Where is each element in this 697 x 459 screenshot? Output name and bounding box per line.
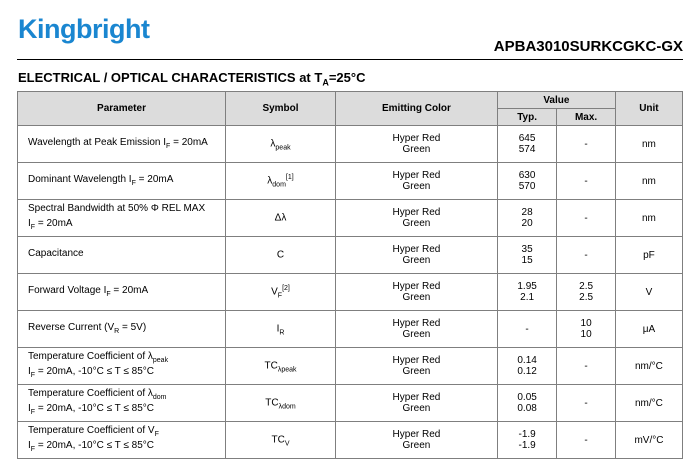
max-cell <box>557 200 616 237</box>
table-row <box>18 348 683 385</box>
parameter-text: Temperature Coefficient of λ <box>28 351 153 362</box>
parameter-line-1 <box>28 137 224 152</box>
characteristics-table <box>17 91 683 459</box>
emitting-color-cell <box>335 311 497 348</box>
header-unit: Unit <box>615 92 682 126</box>
section-title <box>18 70 365 88</box>
typ-value-2: 0.08 <box>517 403 537 414</box>
typ-value-2: -1.9 <box>518 440 536 451</box>
parameter-text: Temperature Coefficient of λ <box>28 388 153 399</box>
symbol-sub: λdom <box>278 403 296 411</box>
max-value-1: - <box>584 249 588 261</box>
symbol-text: C <box>276 249 285 261</box>
typ-cell <box>497 237 556 274</box>
color-green: Green <box>402 366 431 377</box>
max-value-1: 2.5 <box>579 281 594 292</box>
parameter-text-2: I <box>28 440 31 451</box>
parameter-line-1 <box>28 351 224 366</box>
symbol-cell <box>226 237 336 274</box>
part-number: APBA3010SURKCGKC-GX <box>493 38 683 55</box>
symbol-sub: F <box>277 292 283 300</box>
parameter-sub: F <box>154 431 159 438</box>
parameter-sub: R <box>114 327 120 335</box>
parameter-line-2 <box>28 218 224 233</box>
unit-cell: nm/°C <box>615 348 682 385</box>
section-title-sub: A <box>322 77 329 88</box>
parameter-line-1 <box>28 425 224 440</box>
max-cell <box>557 385 616 422</box>
typ-cell <box>497 385 556 422</box>
symbol-sub: R <box>279 329 285 337</box>
parameter-text-2: I <box>28 218 31 229</box>
unit-cell: μA <box>615 311 682 348</box>
parameter-tail-2: = 20mA, -10°C ≤ T ≤ 85°C <box>35 403 154 414</box>
header-symbol: Symbol <box>226 92 336 126</box>
parameter-sub-2: F <box>30 224 36 231</box>
symbol-text: λ <box>270 138 276 150</box>
parameter-line-2 <box>28 366 224 381</box>
parameter-cell <box>18 348 226 385</box>
parameter-tail-2: = 20mA, -10°C ≤ T ≤ 85°C <box>35 440 154 451</box>
color-hyper-red: Hyper Red <box>392 207 441 218</box>
parameter-text: Reverse Current (V <box>28 321 115 333</box>
parameter-tail: = 20mA <box>170 136 208 148</box>
table-row <box>18 311 683 348</box>
color-hyper-red: Hyper Red <box>392 170 441 181</box>
max-value-1: - <box>584 360 588 372</box>
unit-cell: nm <box>615 126 682 163</box>
color-hyper-red: Hyper Red <box>392 355 441 366</box>
max-value-1: 10 <box>580 318 592 329</box>
header-divider <box>17 59 683 60</box>
typ-cell <box>497 163 556 200</box>
parameter-line-2 <box>28 440 224 455</box>
typ-value-1: 630 <box>518 170 536 181</box>
symbol-sub: dom <box>272 181 286 189</box>
typ-cell <box>497 311 556 348</box>
max-value-2: 10 <box>580 329 592 340</box>
table-row <box>18 126 683 163</box>
color-hyper-red: Hyper Red <box>392 244 441 255</box>
symbol-text: TC <box>265 397 279 409</box>
typ-value-2: 0.12 <box>517 366 537 377</box>
unit-cell: pF <box>615 237 682 274</box>
unit-cell: mV/°C <box>615 422 682 459</box>
unit-cell: V <box>615 274 682 311</box>
symbol-cell <box>226 422 336 459</box>
parameter-text: Temperature Coefficient of V <box>28 425 155 436</box>
parameter-sub: F <box>131 179 136 187</box>
parameter-tail-2: = 20mA <box>35 218 73 229</box>
color-green: Green <box>402 329 431 340</box>
parameter-line-2 <box>28 403 224 418</box>
symbol-cell <box>226 348 336 385</box>
parameter-sub: F <box>166 142 171 150</box>
max-value-1: - <box>584 212 588 224</box>
color-green: Green <box>402 144 431 155</box>
header-value: Value <box>497 92 615 109</box>
parameter-sub-2: F <box>30 372 36 379</box>
typ-value-1: 35 <box>521 244 533 255</box>
symbol-cell <box>226 274 336 311</box>
parameter-cell <box>18 274 226 311</box>
symbol-text: V <box>271 286 278 298</box>
max-cell <box>557 348 616 385</box>
table-row <box>18 422 683 459</box>
typ-cell <box>497 348 556 385</box>
parameter-text: Dominant Wavelength I <box>28 173 132 185</box>
symbol-cell <box>226 126 336 163</box>
parameter-text: Capacitance <box>28 247 84 259</box>
typ-value-1: 645 <box>518 133 536 144</box>
typ-value-1: 28 <box>521 207 533 218</box>
header-max: Max. <box>557 109 616 126</box>
color-green: Green <box>402 255 431 266</box>
parameter-cell <box>18 237 226 274</box>
max-cell <box>557 163 616 200</box>
typ-cell <box>497 126 556 163</box>
parameter-cell <box>18 422 226 459</box>
parameter-cell <box>18 163 226 200</box>
section-title-suffix: =25°C <box>328 70 366 85</box>
parameter-text-2: I <box>28 403 31 414</box>
color-green: Green <box>402 440 431 451</box>
max-cell <box>557 274 616 311</box>
max-cell <box>557 311 616 348</box>
section-title-prefix: ELECTRICAL / OPTICAL CHARACTERISTICS at T <box>18 70 323 85</box>
symbol-note: [2] <box>282 284 290 292</box>
parameter-cell <box>18 126 226 163</box>
parameter-text-2: I <box>28 366 31 377</box>
max-cell <box>557 237 616 274</box>
table-row <box>18 163 683 200</box>
table-body <box>18 126 683 459</box>
unit-cell: nm <box>615 163 682 200</box>
max-value-2: 2.5 <box>579 292 594 303</box>
parameter-text: Forward Voltage I <box>28 284 107 296</box>
typ-value-2: 15 <box>521 255 533 266</box>
color-hyper-red: Hyper Red <box>392 281 441 292</box>
typ-cell <box>497 274 556 311</box>
color-green: Green <box>402 292 431 303</box>
color-green: Green <box>402 218 431 229</box>
symbol-sub: peak <box>275 144 291 152</box>
typ-value-1: 0.05 <box>517 392 537 403</box>
parameter-tail: = 20mA <box>110 284 149 296</box>
parameter-text: Spectral Bandwidth at 50% Φ REL MAX <box>28 203 206 214</box>
table-row <box>18 200 683 237</box>
parameter-sub: dom <box>152 394 167 401</box>
parameter-text: Wavelength at Peak Emission I <box>28 136 167 148</box>
max-value-1: - <box>584 434 588 446</box>
emitting-color-cell <box>335 385 497 422</box>
parameter-line-1 <box>28 203 224 218</box>
typ-value-2: 20 <box>521 218 533 229</box>
parameter-tail: = 20mA <box>135 173 174 185</box>
table-row <box>18 385 683 422</box>
max-value-1: - <box>584 175 588 187</box>
table-row <box>18 237 683 274</box>
typ-cell <box>497 200 556 237</box>
parameter-cell <box>18 311 226 348</box>
parameter-sub-2: F <box>30 409 36 416</box>
table-row <box>18 274 683 311</box>
typ-value-1: 0.14 <box>517 355 537 366</box>
symbol-cell <box>226 311 336 348</box>
header-emitting-color: Emitting Color <box>335 92 497 126</box>
unit-cell: nm/°C <box>615 385 682 422</box>
symbol-cell <box>226 385 336 422</box>
color-hyper-red: Hyper Red <box>392 318 441 329</box>
emitting-color-cell <box>335 237 497 274</box>
parameter-sub-2: F <box>30 446 36 453</box>
unit-cell: nm <box>615 200 682 237</box>
typ-value-2: 574 <box>518 144 536 155</box>
parameter-tail: = 5V) <box>119 321 147 333</box>
header-parameter: Parameter <box>18 92 226 126</box>
symbol-cell <box>226 200 336 237</box>
max-value-1: - <box>584 138 588 150</box>
typ-value-2: 2.1 <box>520 292 535 303</box>
symbol-sub: λpeak <box>277 366 297 374</box>
emitting-color-cell <box>335 422 497 459</box>
emitting-color-cell <box>335 200 497 237</box>
color-hyper-red: Hyper Red <box>392 429 441 440</box>
max-cell <box>557 126 616 163</box>
parameter-cell <box>18 385 226 422</box>
parameter-sub: peak <box>152 357 169 364</box>
color-green: Green <box>402 181 431 192</box>
color-hyper-red: Hyper Red <box>392 133 441 144</box>
emitting-color-cell <box>335 126 497 163</box>
typ-value-1: -1.9 <box>518 429 536 440</box>
typ-value-1: 1.95 <box>517 281 537 292</box>
header-typ: Typ. <box>497 109 556 126</box>
typ-cell <box>497 422 556 459</box>
parameter-cell <box>18 200 226 237</box>
brand-logo: Kingbright <box>18 14 150 44</box>
emitting-color-cell <box>335 348 497 385</box>
parameter-line-1 <box>28 248 224 263</box>
symbol-sub: V <box>284 440 290 448</box>
symbol-text: Δλ <box>274 212 287 224</box>
symbol-text: TC <box>264 360 278 372</box>
max-value-1: - <box>584 397 588 409</box>
emitting-color-cell <box>335 274 497 311</box>
parameter-tail-2: = 20mA, -10°C ≤ T ≤ 85°C <box>35 366 154 377</box>
symbol-cell <box>226 163 336 200</box>
max-cell <box>557 422 616 459</box>
parameter-line-1 <box>28 174 224 189</box>
emitting-color-cell <box>335 163 497 200</box>
typ-value-2: 570 <box>518 181 536 192</box>
parameter-line-1 <box>28 285 224 300</box>
color-hyper-red: Hyper Red <box>392 392 441 403</box>
parameter-line-1 <box>28 388 224 403</box>
symbol-text: λ <box>267 175 273 187</box>
symbol-text: TC <box>271 434 285 446</box>
symbol-note: [1] <box>285 173 294 181</box>
typ-value-1: - <box>525 323 529 335</box>
color-green: Green <box>402 403 431 414</box>
parameter-sub: F <box>106 290 111 298</box>
symbol-text: I <box>276 323 280 335</box>
parameter-line-1 <box>28 322 224 337</box>
